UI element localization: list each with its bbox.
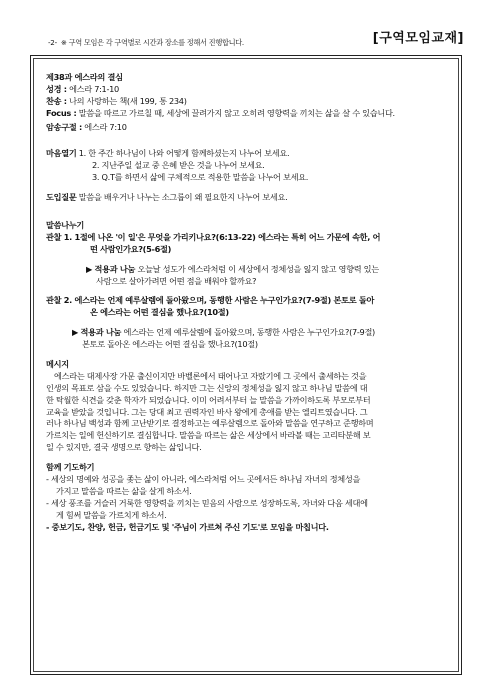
prayer-item-cont: 게 힘써 말씀을 가르치게 하소서.	[56, 509, 167, 520]
scripture-line	[46, 84, 450, 96]
opening-item-1	[46, 148, 450, 160]
message-label: 메시지	[46, 359, 69, 370]
focus-label: Focus :	[46, 107, 77, 118]
lesson-content	[46, 72, 450, 534]
opening-item-3: 3. Q.T를 하면서 삶에 구체적으로 적용한 말씀을 나누어 보세요.	[92, 172, 309, 183]
hymn-line	[46, 96, 450, 108]
memory-text: 에스라 7:10	[84, 121, 127, 132]
document-title: [구역모임교재]	[372, 31, 464, 46]
hymn-text: 나의 사랑하는 책(새 199, 통 234)	[69, 95, 187, 106]
question-2-line-1: 관찰 2. 에스라는 언제 예루살렘에 돌아왔으며, 동행한 사람은 누구인가요?(7-9절) 본토로 돌아	[46, 295, 375, 306]
lesson-title: 제38과 에스라의 결심	[46, 72, 123, 82]
opening-label: 마음열기	[46, 148, 77, 159]
memory-label: 암송구절 :	[46, 121, 82, 132]
application-1	[46, 264, 450, 288]
message-line: 가르치는 일에 헌신하기로 결심합니다. 말씀을 따르는 삶은 세상에서 바라볼 때는 고리타분해 보	[46, 430, 371, 441]
prayer-list	[46, 474, 450, 533]
application-1-text: 오늘날 성도가 에스라처럼 이 세상에서 정체성을 잃지 않고 영향력 있는	[137, 263, 379, 274]
hymn-label: 찬송 :	[46, 95, 67, 106]
application-2-line-2: 본토로 돌아온 에스라는 어떤 결심을 했나요?(10절)	[82, 339, 258, 350]
question-1-line-2: 떤 사람인가요?(5-6절)	[90, 243, 172, 254]
closing-line: - 중보기도, 찬양, 헌금, 헌금기도 및 '주님이 가르쳐 주신 기도'로 모임을 마칩니다.	[46, 521, 329, 532]
intro-question	[46, 192, 450, 204]
scripture-label: 성경 :	[46, 83, 67, 94]
prayer-item: - 세상의 명예와 성공을 좇는 삶이 아니라, 에스라처럼 어느 곳에서든 하나님 자녀의 정체성을	[46, 474, 361, 485]
question-2-line-2: 온 에스라는 어떤 결심을 했나요?(10절)	[90, 307, 229, 318]
prayer-item-cont: 가지고 말씀을 따르는 삶을 살게 하소서.	[56, 485, 192, 496]
intro-label: 도입질문	[46, 192, 77, 203]
header-note	[48, 38, 244, 48]
message-line: 에스라는 대제사장 가문 출신이지만 바벨론에서 태어나고 자랐기에 그 곳에서 출세하는 것을	[54, 370, 367, 381]
focus-line	[46, 108, 450, 120]
message-line: 일 수 있지만, 결국 생명으로 향하는 삶입니다.	[46, 442, 202, 453]
application-2-text: 에스라는 언제 예루살렘에 돌아왔으며, 동행한 사람은 누구인가요?(7-9절)	[123, 327, 375, 338]
intro-text: 말씀을 배우거나 나누는 소그룹이 왜 필요한지 나누어 보세요.	[78, 192, 288, 203]
prayer-item: - 세상 풍조를 거슬러 거룩한 영향력을 끼치는 믿음의 사람으로 성장하도록, 자녀와 다음 세대에	[46, 497, 368, 508]
application-1-label: ▶ 적용과 나눔	[86, 263, 136, 274]
opening-section	[46, 148, 450, 184]
memory-verse-line	[46, 122, 450, 134]
focus-text: 말씀을 따르고 가르칠 때, 세상에 끌려가지 않고 오히려 영향력을 끼치는 삶을 살 수 있습니다.	[78, 107, 395, 118]
message-line: 한 탁월한 식견을 갖춘 학자가 되었습니다. 이미 어려서부터 늘 말씀을 가까이하도록 부모로부터	[46, 394, 371, 405]
header-notice: ※ 구역 모임은 각 구역별로 시간과 장소를 정해서 진행합니다.	[60, 38, 244, 47]
scripture-text: 에스라 7:1-10	[69, 83, 119, 94]
application-2	[46, 327, 450, 351]
message-line: 교육을 받았을 것입니다. 그는 당대 최고 권력자인 바사 왕에게 총애를 받는 엘리트였습니다. 그	[46, 406, 368, 417]
application-1-line-1	[86, 264, 450, 276]
application-1-line-2: 사람으로 살아가려면 어떤 점을 배워야 할까요?	[96, 275, 257, 286]
question-1-line-1: 관찰 1. 1절에 나온 '이 일'은 무엇을 가리키나요?(6:13-22) 에스라는 특히 어느 가문에 속한, 어	[46, 231, 381, 242]
sharing-label: 말씀나누기	[46, 220, 85, 231]
opening-text-1: 1. 한 주간 하나님이 나와 어떻게 함께하셨는지 나누어 보세요.	[78, 148, 290, 159]
message-line: 러나 하나님 백성과 함께 고난받기로 결정하고는 예루살렘으로 돌아와 말씀을 연구하고 준행하며	[46, 418, 374, 429]
page-number: -2-	[48, 38, 57, 47]
message-body	[46, 371, 450, 454]
prayer-label: 함께 기도하기	[46, 462, 95, 473]
opening-item-2: 2. 지난주일 설교 중 은혜 받은 것을 나누어 보세요.	[92, 160, 265, 171]
message-line: 인생의 목표로 삼을 수도 있었습니다. 하지만 그는 신앙의 정체성을 잃지 않고 하나님 말씀에 대	[46, 382, 368, 393]
application-2-label: ▶ 적용과 나눔	[72, 327, 122, 338]
page-header	[48, 30, 464, 52]
application-2-line-1	[72, 327, 450, 339]
